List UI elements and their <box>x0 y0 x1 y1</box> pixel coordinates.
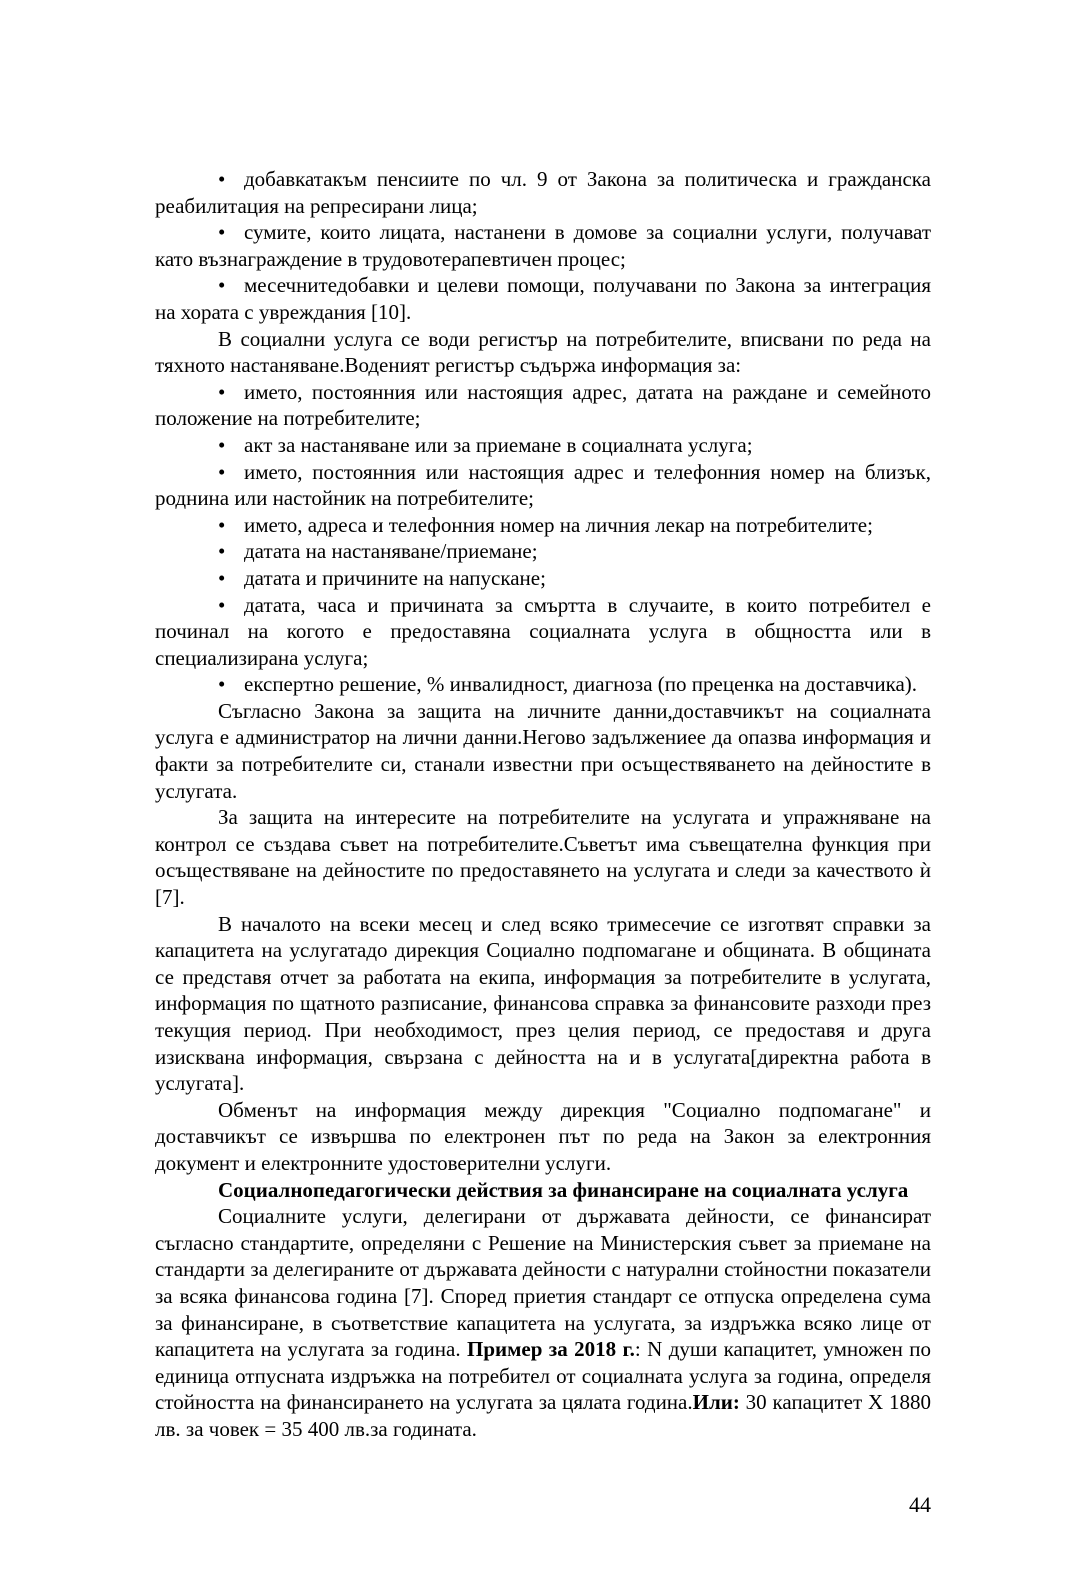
paragraph <box>155 804 931 910</box>
section-heading <box>155 1177 931 1204</box>
bullet-icon: • <box>218 379 226 404</box>
bullet-icon: • <box>218 167 226 191</box>
bullet-item <box>155 512 931 539</box>
bullet-item <box>155 565 931 592</box>
page-number: 44 <box>909 1492 931 1517</box>
text-run: Обменът на информация между дирекция "Социално подпомагане" и доставчикът се извършва по електронен път по реда на Закон за електронния документ и електронните удостоверителни услуги. <box>155 1097 931 1175</box>
text-run: датата и причините на напускане; <box>244 565 546 590</box>
text-run: сумите, които лицата, настанени в домове за социални услуги, получават като възнаграждение в трудовотерапевтичен процес; <box>155 220 931 271</box>
text-run: Съгласно Закона за защита на личните данни,доставчикът на социалната услуга е администратор на лични данни.Негово задължениее да опазва информация и факти за потребителите си, станали известни при осъществяването на дейностите в услугата. <box>155 698 931 803</box>
text-run: добавкатакъм пенсиите по чл. 9 от Закона за политическа и гражданска реабилитация на репресирани лица; <box>155 167 931 218</box>
bullet-item <box>155 379 931 432</box>
bold-text-run: Или: <box>692 1390 740 1415</box>
paragraph <box>155 1097 931 1177</box>
text-run: името, постоянния или настоящия адрес, датата на раждане и семейното положение на потребителите; <box>155 379 931 431</box>
text-run: В началото на всеки месец и след всяко тримесечие се изготвят справки за капацитета на услугатадо дирекция Социално подпомагане и общината. В общината се представя отчет за работата на екипа, информация за потребителите в услугата, информация по щатното разписание, финансова справка за финансовите разходи през текущия период. При необходимост, през целия период, се предоставя и друга изисквана информация, свързана с дейността на и в услугата[директна работа в услугата]. <box>155 911 931 1096</box>
bullet-item <box>155 219 931 272</box>
text-run: датата на настаняване/приемане; <box>244 539 538 564</box>
text-run: 30 капацитет Х 1880 лв. за човек = 35 400 лв.за годината. <box>155 1390 931 1441</box>
text-run: : N души капацитет, умножен по единица отпусната издръжка на потребител от социалната услуга за година, определя стойността на финансирането на услугата за цялата година. <box>155 1337 932 1415</box>
bullet-icon: • <box>218 432 226 457</box>
bullet-icon: • <box>218 539 226 564</box>
text-run: Социалните услуги, делегирани от държавата дейности, се финансират съгласно стандартите, определяни с Решение на Министерския съвет за приемане на стандарти за делегираните от държавата дейности с натурални стойностни показатели за всяка финансова година [7]. Според приетия стандарт се отпуска определена сума за финансиране, в съответствие капацитета на услугата, за издръжка всяко лице от капацитета на услугата за година. <box>155 1204 931 1362</box>
text-run: За защита на интересите на потребителите на услугата и упражняване на контрол се създава съвет на потребителите.Съветът има съвещателна функция при осъществяване на дейностите по предоставянето на услугата и следи за качеството ѝ [7]. <box>155 805 931 910</box>
bullet-item <box>155 272 931 325</box>
bullet-icon: • <box>218 220 226 245</box>
text-run: името, адреса и телефонния номер на личния лекар на потребителите; <box>244 512 873 537</box>
text-run: името, постоянния или настоящия адрес и телефонния номер на близък, роднина или настойник на потребителите; <box>155 459 931 511</box>
bold-text-run: Пример за 2018 г. <box>466 1337 635 1362</box>
bullet-icon: • <box>218 592 226 617</box>
bullet-icon: • <box>218 459 226 484</box>
bullet-item <box>155 432 931 459</box>
paragraph <box>155 698 931 804</box>
document-body <box>155 166 931 1443</box>
paragraph <box>155 1203 931 1442</box>
text-run: месечнитедобавки и целеви помощи, получавани по Закона за интеграция на хората с увреждания [10]. <box>155 273 931 324</box>
paragraph <box>155 326 931 379</box>
bullet-item <box>155 592 931 672</box>
text-run: акт за настаняване или за приемане в социалната услуга; <box>244 432 753 457</box>
bullet-icon: • <box>218 273 226 298</box>
bullet-icon: • <box>218 672 226 697</box>
text-run: Социалнопедагогически действия за финансиране на социалната услуга <box>218 1177 909 1202</box>
bullet-item <box>155 538 931 565</box>
text-run: датата, часа и причината за смъртта в случаите, в които потребител е починал на когото е предоставяна социалната услуга в общността или в специализирана услуга; <box>155 592 931 670</box>
text-run: В социални услуга се води регистър на потребителите, вписвани по реда на тяхното настаняване.Воденият регистър съдържа информация за: <box>155 326 931 378</box>
bullet-item <box>155 166 931 219</box>
paragraph <box>155 911 931 1097</box>
bullet-icon: • <box>218 512 226 537</box>
text-run: експертно решение, % инвалидност, диагноза (по преценка на доставчика). <box>244 672 918 697</box>
bullet-item <box>155 459 931 512</box>
bullet-item <box>155 671 931 698</box>
bullet-icon: • <box>218 565 226 590</box>
